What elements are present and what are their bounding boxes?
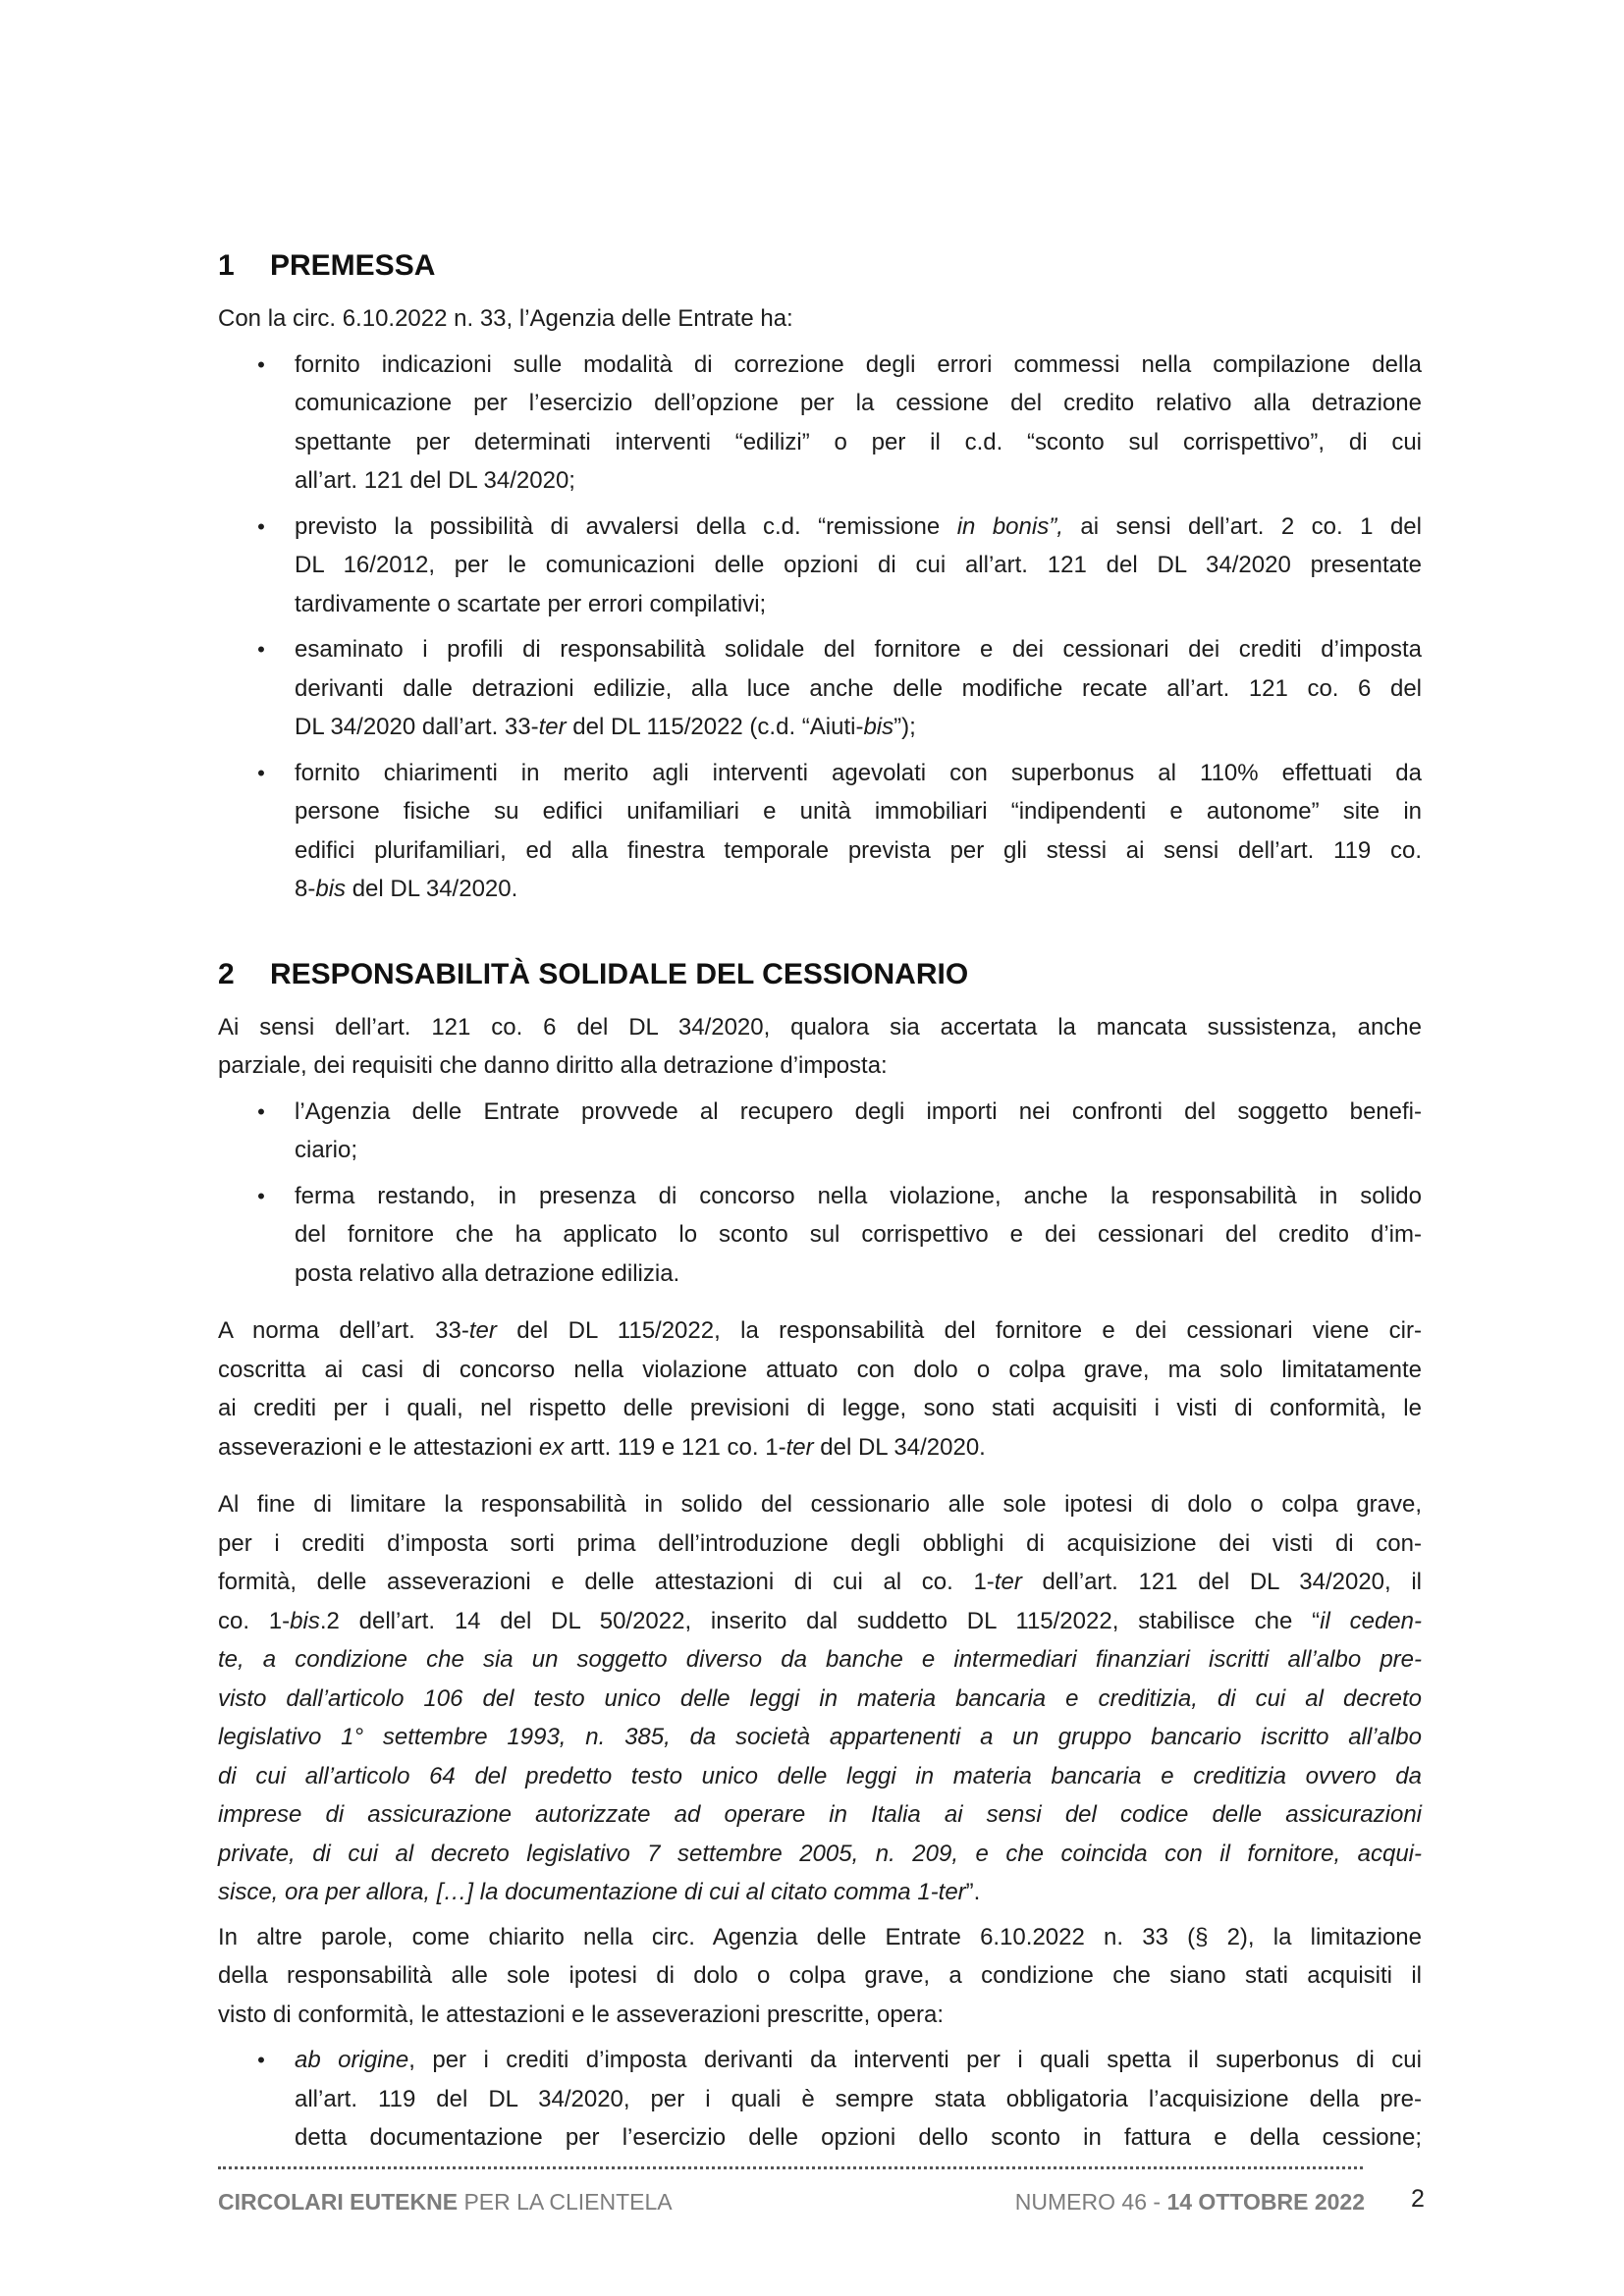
text-line <box>295 384 1422 423</box>
text-line <box>218 1485 1422 1524</box>
bullet-icon: • <box>257 1098 265 1124</box>
italic-text: ter <box>468 1317 497 1344</box>
text-line <box>218 1680 1422 1719</box>
bullet-icon: • <box>257 2048 265 2072</box>
bullet-icon: • <box>257 637 265 662</box>
italic-text: te, a condizione che sia un soggetto diverso da banche e intermediari finanziari iscritti all’albo pre- <box>218 1646 1422 1673</box>
footer-brand-rest: PER LA CLIENTELA <box>458 2189 673 2215</box>
italic-text: bis <box>315 876 347 902</box>
text-run: co. 1- <box>218 1607 291 1634</box>
text-run: spettante per determinati interventi “edilizi” o per il c.d. “sconto sul corrispettivo”, di cui <box>295 428 1422 455</box>
text-line <box>295 708 1422 747</box>
document-body <box>218 246 1422 2158</box>
bullet-item <box>218 1093 1422 1170</box>
text-run: Ai sensi dell’art. 121 co. 6 del DL 34/2020, qualora sia accertata la mancata sussistenza, anche <box>218 1013 1422 1041</box>
paragraph <box>218 1008 1422 1086</box>
italic-text: ter <box>994 1569 1022 1595</box>
section-heading <box>218 955 1422 994</box>
text-line <box>218 1008 1422 1047</box>
text-line <box>218 1046 1422 1086</box>
italic-text: imprese di assicurazione autorizzate ad operare in Italia ai sensi del codice delle assicurazioni <box>218 1801 1422 1828</box>
bullet-item <box>218 346 1422 501</box>
text-line <box>295 792 1422 831</box>
text-line <box>218 1918 1422 1957</box>
text-line <box>295 507 1422 547</box>
bullet-item <box>218 630 1422 747</box>
text-line <box>218 1835 1422 1874</box>
text-run: ”. <box>965 1879 981 1905</box>
italic-text: di cui all’articolo 64 del predetto testo unico delle leggi in materia bancaria e creditizia ovvero da <box>218 1762 1422 1789</box>
text-line <box>295 1093 1422 1132</box>
footer-issue-number: NUMERO 46 - <box>1014 2189 1167 2215</box>
text-run: del DL 115/2022, la responsabilità del fornitore e dei cessionari viene cir- <box>496 1317 1422 1344</box>
text-line <box>295 423 1422 462</box>
text-run: ciario; <box>295 1137 358 1163</box>
section-heading <box>218 246 1422 286</box>
italic-text: bis <box>290 1607 320 1634</box>
text-line <box>295 1131 1422 1170</box>
bullet-item <box>218 754 1422 909</box>
text-run: l’Agenzia delle Entrate provvede al recupero degli importi nei confronti del soggetto benefi- <box>295 1097 1422 1125</box>
text-run: fornito indicazioni sulle modalità di correzione degli errori commessi nella compilazione della <box>295 350 1422 378</box>
text-run: della responsabilità alle sole ipotesi di dolo o colpa grave, a condizione che siano stati acquisiti il <box>218 1962 1422 1989</box>
text-run: visto di conformità, le attestazioni e le asseverazioni prescritte, opera: <box>218 2001 945 2028</box>
bullet-icon: • <box>257 351 265 377</box>
text-line <box>295 669 1422 709</box>
section-number: 1 <box>218 249 235 282</box>
section-1 <box>218 246 1422 909</box>
text-line <box>218 1996 1422 2035</box>
bullet-icon: • <box>257 513 265 539</box>
bullet-item <box>218 2041 1422 2158</box>
text-line <box>295 831 1422 871</box>
page-footer <box>218 2189 1426 2222</box>
text-run: del DL 34/2020. <box>813 1433 986 1461</box>
text-run: all’art. 121 del DL 34/2020; <box>295 467 575 494</box>
text-line <box>218 1389 1422 1428</box>
text-run: DL 16/2012, per le comunicazioni delle opzioni di cui all’art. 121 del DL 34/2020 presentate <box>295 552 1422 578</box>
paragraph <box>218 299 1422 339</box>
text-run: .2 dell’art. 14 del DL 50/2022, inserito dal suddetto DL 115/2022, stabilisce che “ <box>319 1607 1321 1634</box>
paragraph <box>218 1485 1422 1912</box>
text-line <box>295 546 1422 585</box>
text-run: asseverazioni e le attestazioni <box>218 1433 539 1461</box>
section-number: 2 <box>218 957 235 990</box>
italic-text: bis <box>863 714 894 740</box>
text-run: DL 34/2020 dall’art. 33- <box>295 714 539 740</box>
text-run: detta documentazione per l’esercizio delle opzioni dello sconto in fattura e della cessione; <box>295 2124 1422 2151</box>
text-run: per i crediti d’imposta sorti prima dell’introduzione degli obblighi di acquisizione dei visti di con- <box>218 1529 1422 1557</box>
text-line <box>218 1524 1422 1564</box>
text-line <box>218 1602 1422 1641</box>
text-run: coscritta ai casi di concorso nella violazione attuato con dolo o colpa grave, ma solo limitatamente <box>218 1356 1422 1383</box>
text-run: Al fine di limitare la responsabilità in solido del cessionario alle sole ipotesi di dolo o colpa grave, <box>218 1491 1422 1518</box>
page-number: 2 <box>1411 2185 1425 2213</box>
text-line <box>218 1563 1422 1602</box>
footer-brand-bold: CIRCOLARI EUTEKNE <box>218 2189 459 2215</box>
section-title: PREMESSA <box>270 249 436 282</box>
text-line <box>295 2041 1422 2080</box>
text-run: del fornitore che ha applicato lo sconto sul corrispettivo e dei cessionari del credito d’im- <box>295 1221 1422 1248</box>
footer-divider <box>218 2166 1363 2169</box>
text-run: ”); <box>893 714 916 740</box>
text-run: artt. 119 e 121 co. 1- <box>564 1433 786 1461</box>
text-line <box>218 1757 1422 1796</box>
text-run: dell’art. 121 del DL 34/2020, il <box>1021 1569 1423 1595</box>
text-run: all’art. 119 del DL 34/2020, per i quali è sempre stata obbligatoria l’acquisizione della pre- <box>295 2085 1422 2112</box>
footer-publication <box>218 2189 673 2216</box>
italic-text: il ceden- <box>1320 1607 1422 1634</box>
text-line <box>218 1351 1422 1390</box>
text-line <box>295 1215 1422 1255</box>
italic-text: ab origine <box>295 2047 409 2073</box>
text-line <box>295 630 1422 669</box>
italic-text: legislativo 1° settembre 1993, n. 385, da società appartenenti a un gruppo bancario iscritto all’albo <box>218 1724 1422 1750</box>
section-2 <box>218 955 1422 2158</box>
text-run: fornito chiarimenti in merito agli interventi agevolati con superbonus al 110% effettuati da <box>295 759 1422 786</box>
text-run: A norma dell’art. 33- <box>218 1317 469 1344</box>
text-line <box>295 1255 1422 1294</box>
text-run: del DL 34/2020. <box>346 876 518 902</box>
text-line <box>295 585 1422 624</box>
italic-text: visto dall’articolo 106 del testo unico delle leggi in materia bancaria e creditizia, di cui al decreto <box>218 1684 1422 1712</box>
text-run: derivanti dalle detrazioni edilizie, alla luce anche delle modifiche recate all’art. 121 co. 6 del <box>295 674 1422 702</box>
text-run: del DL 115/2022 (c.d. “Aiuti- <box>566 714 864 740</box>
text-line <box>218 1640 1422 1680</box>
text-run: formità, delle asseverazioni e delle attestazioni di cui al co. 1- <box>218 1569 995 1595</box>
text-run: , per i crediti d’imposta derivanti da interventi per i quali spetta il superbonus di cui <box>408 2047 1422 2073</box>
paragraph <box>218 1918 1422 2035</box>
text-run: esaminato i profili di responsabilità solidale del fornitore e dei cessionari dei crediti d’imposta <box>295 636 1422 663</box>
text-run: ai sensi dell’art. 2 co. 1 del <box>1062 512 1422 540</box>
footer-date: 14 OTTOBRE 2022 <box>1166 2189 1365 2215</box>
italic-text: ex <box>538 1433 565 1461</box>
footer-issue <box>1015 2189 1365 2216</box>
italic-text: sisce, ora per allora, […] la documentazione di cui al citato comma 1-ter <box>218 1879 966 1905</box>
text-run: persone fisiche su edifici unifamiliari e unità immobiliari “indipendenti e autonome” site in <box>295 798 1422 825</box>
italic-text: ter <box>785 1433 814 1461</box>
text-line <box>218 1718 1422 1757</box>
text-run: Con la circ. 6.10.2022 n. 33, l’Agenzia delle Entrate ha: <box>218 305 793 332</box>
italic-text: in bonis”, <box>956 512 1063 540</box>
italic-text: ter <box>538 714 567 740</box>
text-line <box>218 1428 1422 1468</box>
text-run: ferma restando, in presenza di concorso nella violazione, anche la responsabilità in solido <box>295 1182 1422 1209</box>
text-line <box>218 1873 1422 1912</box>
section-title: RESPONSABILITÀ SOLIDALE DEL CESSIONARIO <box>270 957 969 990</box>
italic-text: private, di cui al decreto legislativo 7 settembre 2005, n. 209, e che coincida con il fornitore, acqui- <box>218 1840 1422 1867</box>
text-line <box>295 870 1422 909</box>
text-line <box>295 2080 1422 2119</box>
text-run: ai crediti per i quali, nel rispetto delle previsioni di legge, sono stati acquisiti i visti di conformità, le <box>218 1395 1422 1421</box>
text-line <box>295 1177 1422 1216</box>
bullet-item <box>218 1177 1422 1294</box>
text-line <box>218 1311 1422 1351</box>
bullet-icon: • <box>257 760 265 785</box>
text-line <box>295 346 1422 385</box>
text-line <box>218 299 1422 339</box>
text-line <box>218 1795 1422 1835</box>
text-run: posta relativo alla detrazione edilizia. <box>295 1259 680 1287</box>
text-line <box>295 461 1422 501</box>
text-line <box>295 754 1422 793</box>
text-run: parziale, dei requisiti che danno diritto alla detrazione d’imposta: <box>218 1052 888 1079</box>
paragraph <box>218 1311 1422 1467</box>
bullet-item <box>218 507 1422 624</box>
bullet-icon: • <box>257 1183 265 1208</box>
text-line <box>295 2118 1422 2158</box>
text-run: tardivamente o scartate per errori compilativi; <box>295 590 767 617</box>
text-run: previsto la possibilità di avvalersi della c.d. “remissione <box>295 512 957 540</box>
text-run: 8- <box>295 876 316 902</box>
text-line <box>218 1956 1422 1996</box>
text-run: In altre parole, come chiarito nella circ. Agenzia delle Entrate 6.10.2022 n. 33 (§ 2), la limitazione <box>218 1923 1422 1950</box>
text-run: comunicazione per l’esercizio dell’opzione per la cessione del credito relativo alla detrazione <box>295 390 1422 416</box>
text-run: edifici plurifamiliari, ed alla finestra temporale prevista per gli stessi ai sensi dell’art. 119 co. <box>295 836 1422 864</box>
